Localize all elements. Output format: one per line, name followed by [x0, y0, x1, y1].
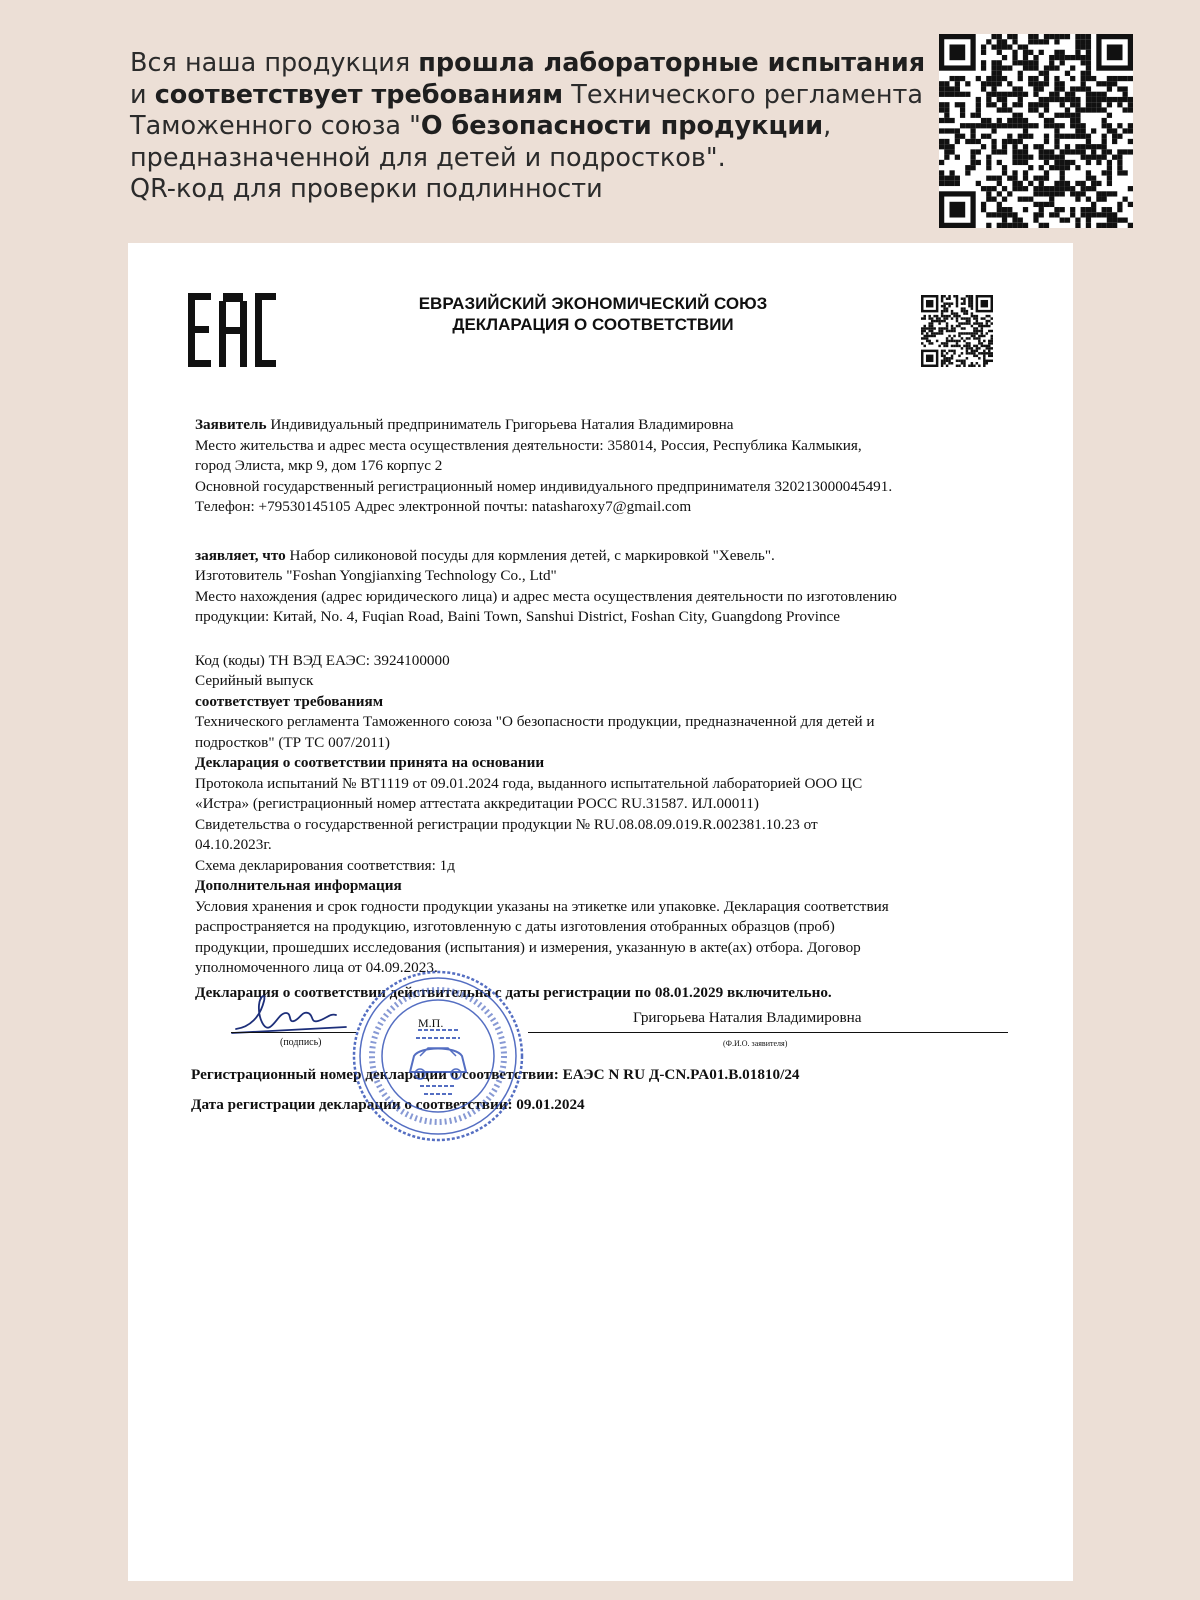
- authenticity-qr-code-icon[interactable]: [939, 34, 1133, 228]
- applicant-contacts: Телефон: +79530145105 Адрес электронной почты: natasharoxy7@gmail.com: [195, 498, 692, 515]
- intro-line-2: и: [130, 79, 155, 110]
- seal-stamp-icon: [350, 968, 526, 1144]
- serial-release: Серийный выпуск: [195, 672, 314, 689]
- eac-logo-icon: [188, 293, 276, 367]
- basis-label: Декларация о соответствии принята на основании: [195, 754, 545, 771]
- regulation-2: подростков" (ТР ТС 007/2011): [195, 733, 390, 751]
- intro-line-2-tail: Технического регламента: [563, 79, 924, 110]
- manufacturer: Изготовитель "Foshan Yongjianxing Technology Co., Ltd": [195, 567, 557, 584]
- complies-label: соответствует требованиям: [195, 692, 384, 710]
- basis-4: 04.10.2023г.: [195, 836, 272, 853]
- intro-line-3-bold: О безопасности продукции: [420, 111, 824, 141]
- additional-2: распространяется на продукцию, изготовленную с даты изготовления отобранных образцов (проб): [195, 918, 835, 935]
- additional-4: уполномоченного лица от 04.09.2023.: [195, 959, 438, 976]
- additional-label: Дополнительная информация: [195, 877, 402, 894]
- hs-code: Код (коды) ТН ВЭД ЕАЭС: 3924100000: [195, 651, 450, 669]
- registration-date: Дата регистрации декларации о соответствии: 09.01.2024: [191, 1096, 585, 1113]
- intro-line-3-tail: ,: [823, 111, 832, 141]
- basis-2: «Истра» (регистрационный номер аттестата аккредитации РОСС RU.31587. ИЛ.00011): [195, 795, 759, 812]
- header-union-title: ЕВРАЗИЙСКИЙ ЭКОНОМИЧЕСКИЙ СОЮЗ: [418, 294, 768, 313]
- declaration-body: [195, 415, 1005, 979]
- intro-line-4: предназначенной для детей и подростков".: [130, 142, 726, 173]
- manufacturer-address-2: продукции: Китай, No. 4, Fuqian Road, Baini Town, Sanshui District, Foshan City, Guangdong Province: [195, 608, 841, 625]
- regulation-1: Технического регламента Таможенного союза "О безопасности продукции, предназначенной для детей и: [195, 713, 875, 730]
- manufacturer-address-1: Место нахождения (адрес юридического лица) и адрес места осуществления деятельности по изготовлению: [195, 587, 897, 605]
- stamp-place-label: М.П.: [418, 1016, 444, 1030]
- intro-text: [130, 48, 930, 206]
- intro-line-1-bold: прошла лабораторные испытания: [418, 48, 926, 78]
- basis-3: Свидетельства о государственной регистрации продукции № RU.08.08.09.019.R.002381.10.23 от: [195, 815, 818, 833]
- applicant-ogrn: Основной государственный регистрационный номер индивидуального предпринимателя 320213000045491.: [195, 477, 893, 495]
- document-header: [358, 293, 828, 335]
- product-line: заявляет, что Набор силиконовой посуды для кормления детей, с маркировкой "Хевель".: [195, 546, 775, 564]
- intro-line-2-bold: соответствует требованиям: [154, 79, 564, 110]
- signature-caption: (подпись): [280, 1037, 322, 1048]
- basis-1: Протокола испытаний № ВТ1119 от 09.01.2024 года, выданного испытательной лабораторией ООО ЦС: [195, 774, 863, 792]
- registration-number: Регистрационный номер декларации о соответствии: ЕАЭС N RU Д-CN.PA01.B.01810/24: [191, 1066, 800, 1083]
- intro-line-1: Вся наша продукция: [130, 48, 419, 78]
- applicant-address-1: Место жительства и адрес места осуществления деятельности: 358014, Россия, Республика Калмыкия,: [195, 436, 862, 454]
- document-qr-code-icon[interactable]: [921, 295, 993, 367]
- declaration-scheme: Схема декларирования соответствия: 1д: [195, 856, 455, 874]
- name-caption: (Ф.И.О. заявителя): [723, 1039, 788, 1048]
- declaration-document: [128, 243, 1073, 1581]
- header-declaration-title: ДЕКЛАРАЦИЯ О СООТВЕТСТВИИ: [452, 315, 734, 334]
- validity-statement: Декларация о соответствии действительна с даты регистрации по 08.01.2029 включительно.: [195, 984, 832, 1001]
- intro-line-5: QR-код для проверки подлинности: [130, 174, 603, 204]
- applicant-line: Заявитель Индивидуальный предприниматель Григорьева Наталия Владимировна: [195, 416, 734, 433]
- signature-line: [231, 1032, 356, 1033]
- name-line: [528, 1032, 1008, 1033]
- additional-1: Условия хранения и срок годности продукции указаны на этикетке или упаковке. Декларация соответствия: [195, 897, 889, 915]
- applicant-address-2: город Элиста, мкр 9, дом 176 корпус 2: [195, 457, 443, 474]
- signer-name: Григорьева Наталия Владимировна: [633, 1009, 862, 1026]
- additional-3: продукции, прошедших исследования (испытания) и измерения, указанную в акте(ах) отбора. Договор: [195, 938, 861, 956]
- intro-line-3: Таможенного союза ": [130, 111, 421, 141]
